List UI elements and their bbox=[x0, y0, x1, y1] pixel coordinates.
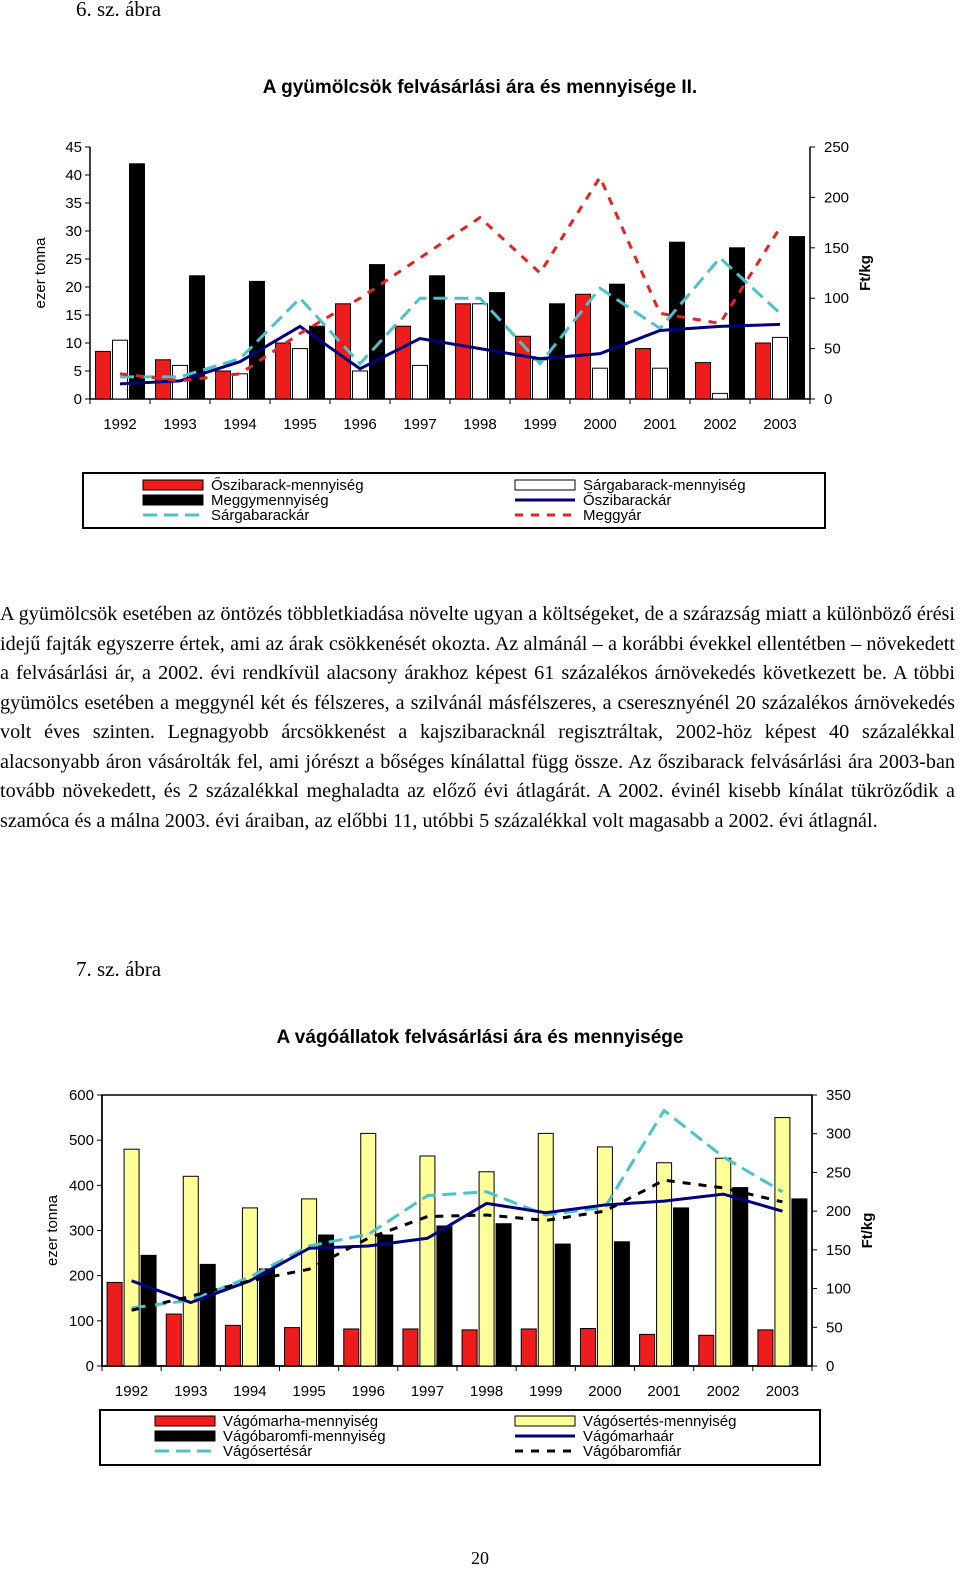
chart2-legend-label: Vágósertés-mennyiség bbox=[583, 1413, 737, 1430]
chart2-legend-swatch bbox=[155, 1431, 215, 1441]
chart1-xtick-label: 1995 bbox=[283, 416, 317, 433]
chart2-bar-3 bbox=[674, 1208, 689, 1366]
chart2-bar-1 bbox=[107, 1282, 122, 1366]
chart1-legend-label: Őszibarackár bbox=[583, 492, 672, 509]
chart1-legend-label: Sárgabarack-mennyiség bbox=[583, 477, 746, 494]
chart2-y2tick-label: 0 bbox=[826, 1358, 835, 1375]
chart2-bar-3 bbox=[200, 1264, 215, 1366]
chart2-bar-2 bbox=[420, 1156, 435, 1366]
chart2-bar-1 bbox=[225, 1325, 240, 1366]
chart2-bar-2 bbox=[242, 1208, 257, 1366]
chart1-y2tick-label: 200 bbox=[824, 189, 850, 207]
chart1-ytick-label: 35 bbox=[65, 195, 82, 212]
chart2-bar-2 bbox=[597, 1147, 612, 1366]
chart2-ytick-label: 100 bbox=[68, 1312, 94, 1330]
chart2-bar-3 bbox=[555, 1244, 570, 1366]
chart1-y2tick-label: 100 bbox=[824, 290, 850, 308]
chart2-xtick-label: 1997 bbox=[410, 1383, 445, 1400]
chart1-ytick-label: 20 bbox=[65, 279, 82, 296]
chart2-bar-3 bbox=[259, 1269, 274, 1366]
chart2-legend-label: Vágóbaromfiár bbox=[583, 1443, 682, 1460]
chart1-ytick-label: 5 bbox=[73, 363, 82, 380]
chart2-xtick-label: 2000 bbox=[588, 1383, 622, 1400]
chart2-xtick-label: 2001 bbox=[647, 1383, 681, 1400]
chart1-xtick-label: 2002 bbox=[703, 416, 737, 433]
chart1-title: A gyümölcsök felvásárlási ára és mennyisége II. bbox=[262, 77, 698, 98]
chart1-y2tick-label: 50 bbox=[824, 340, 841, 358]
chart1-ytick-label: 30 bbox=[65, 223, 82, 240]
chart1-ylabel: ezer tonna bbox=[32, 237, 49, 309]
chart1-xtick-label: 1998 bbox=[463, 416, 497, 433]
chart2-bar-1 bbox=[403, 1329, 418, 1366]
chart2-bar-1 bbox=[344, 1329, 359, 1366]
chart2-bar-2 bbox=[479, 1172, 494, 1366]
chart1-xtick-label: 1996 bbox=[343, 416, 377, 433]
chart2-xtick-label: 1994 bbox=[233, 1383, 267, 1400]
chart2-legend-swatch bbox=[155, 1416, 215, 1426]
chart2-bar-2 bbox=[775, 1118, 790, 1366]
chart1-y2tick-label: 150 bbox=[824, 239, 850, 257]
chart2-bar-3 bbox=[733, 1188, 748, 1366]
chart2-xtick-label: 1999 bbox=[529, 1383, 563, 1400]
chart2-bar-3 bbox=[319, 1235, 334, 1366]
chart2-bar-1 bbox=[580, 1329, 595, 1366]
chart2-y2tick-label: 100 bbox=[826, 1280, 852, 1298]
chart1-xtick-label: 2000 bbox=[583, 416, 617, 433]
chart1-xtick-label: 2003 bbox=[763, 416, 797, 433]
chart2-legend-label: Vágómarha-mennyiség bbox=[223, 1413, 379, 1430]
chart2-bar-3 bbox=[378, 1235, 393, 1366]
chart2-bar-2 bbox=[657, 1163, 672, 1366]
chart2-bar-2 bbox=[538, 1133, 553, 1366]
chart1-xtick-label: 1994 bbox=[223, 416, 257, 433]
chart1-y2tick-label: 250 bbox=[824, 139, 850, 156]
chart2-bar-3 bbox=[496, 1224, 511, 1366]
chart2-bar-2 bbox=[361, 1133, 376, 1366]
chart2-bar-3 bbox=[141, 1255, 156, 1366]
chart1-ytick-label: 15 bbox=[65, 307, 82, 324]
chart2-bar-1 bbox=[699, 1335, 714, 1366]
body-paragraph: A gyümölcsök esetében az öntözés többletkiadása növelte ugyan a költségeket, de a szárazság miatt a különböző érési idejű fajták egyszerre értek, ami az árak csökkenését okozta. Az almánál – a korábbi évekkel ellentétben – növekedett a felvásárlási ár, a 2002. évi rendkívül alacsony árakhoz képest 61 százalékos árnövekedés következett be. A többi gyümölcs esetében a meggynél két és félszeres, a szilvánál másfélszeres, a cseresznyénél 20 százalékos árnövekedés volt éves szinten. Legnagyobb árcsökkenést a kajszibaracknál regisztráltak, 2002-höz képest 40 százalékkal alacsonyabb áron vásárolták fel, ami jórészt a bőséges kínálattal függ össze. Az őszibarack felvásárlási ára 2003-ban tovább növekedett, és 2 százalékkal meghaladta az előző évi átlagárát. A 2002. évinél kisebb kínálat tükröződik a szamóca és a málna 2003. évi áraiban, az előbbi 11, utóbbi 5 százalékkal volt magasabb a 2002. évi átlagnál. bbox=[0, 603, 955, 832]
chart2-bar-1 bbox=[166, 1314, 181, 1366]
chart2-ytick-label: 600 bbox=[68, 1087, 94, 1104]
chart2-y2tick-label: 200 bbox=[826, 1203, 852, 1221]
chart1-legend-label: Őszibarack-mennyiség bbox=[211, 477, 364, 494]
chart1-y2label: Ft/kg bbox=[857, 255, 874, 291]
chart1-y2tick-label: 0 bbox=[824, 391, 833, 408]
chart2-bar-2 bbox=[124, 1149, 139, 1366]
chart2-y2label: Ft/kg bbox=[859, 1212, 876, 1249]
chart2-xtick-label: 1998 bbox=[469, 1383, 504, 1400]
chart2-title: A vágóállatok felvásárlási ára és mennyisége bbox=[276, 1027, 684, 1048]
figure1-label: 6. sz. ábra bbox=[76, 0, 162, 21]
chart2-ytick-label: 300 bbox=[68, 1222, 94, 1240]
chart2-bar-1 bbox=[462, 1330, 477, 1366]
chart1-xtick-label: 2001 bbox=[643, 416, 677, 433]
chart2-bar-1 bbox=[640, 1334, 655, 1366]
chart2-ytick-label: 0 bbox=[85, 1358, 94, 1375]
chart2-xtick-label: 1992 bbox=[114, 1383, 149, 1400]
chart1-xtick-label: 1992 bbox=[103, 416, 137, 433]
chart2-xtick-label: 1993 bbox=[174, 1383, 208, 1400]
chart2-y2tick-label: 250 bbox=[826, 1164, 852, 1182]
chart2-bar-2 bbox=[716, 1158, 731, 1366]
chart2-legend-label: Vágóbaromfi-mennyiség bbox=[223, 1428, 386, 1445]
chart1-ytick-label: 45 bbox=[65, 139, 82, 156]
chart2-ytick-label: 400 bbox=[68, 1177, 94, 1195]
chart2-y2tick-label: 350 bbox=[826, 1087, 852, 1104]
page-number: 20 bbox=[471, 1548, 489, 1568]
chart2-y2tick-label: 150 bbox=[826, 1241, 852, 1259]
chart2-bar-3 bbox=[437, 1226, 452, 1366]
chart2-bar-3 bbox=[792, 1199, 807, 1366]
chart2-legend-swatch bbox=[515, 1416, 575, 1426]
chart2-xtick-label: 2003 bbox=[765, 1383, 800, 1400]
chart2-xtick-label: 2002 bbox=[706, 1383, 740, 1400]
chart2-ytick-label: 200 bbox=[68, 1267, 94, 1285]
chart2-bar-1 bbox=[758, 1330, 773, 1366]
chart2-bar-2 bbox=[183, 1176, 198, 1366]
chart1-xtick-label: 1999 bbox=[523, 416, 557, 433]
chart1-ytick-label: 40 bbox=[65, 167, 82, 184]
chart2-legend-label: Vágósertésár bbox=[223, 1443, 313, 1460]
chart1-ytick-label: 10 bbox=[65, 335, 82, 352]
chart2-bar-2 bbox=[302, 1199, 317, 1366]
chart1-ytick-label: 25 bbox=[65, 251, 82, 268]
chart1-legend-label: Sárgabarackár bbox=[211, 507, 310, 524]
chart1-xtick-label: 1993 bbox=[163, 416, 197, 433]
chart2-y2tick-label: 50 bbox=[826, 1319, 843, 1337]
chart2-ylabel: ezer tonna bbox=[44, 1195, 61, 1266]
chart2-xtick-label: 1996 bbox=[351, 1383, 385, 1400]
chart2-legend-label: Vágómarhaár bbox=[583, 1428, 674, 1445]
chart1-xtick-label: 1997 bbox=[403, 416, 437, 433]
chart2-xtick-label: 1995 bbox=[292, 1383, 326, 1400]
chart2-bar-1 bbox=[521, 1329, 536, 1366]
chart1-legend-label: Meggymennyiség bbox=[211, 492, 329, 509]
chart2-ytick-label: 500 bbox=[68, 1132, 94, 1150]
chart1-legend-label: Meggyár bbox=[583, 507, 642, 524]
chart2-y2tick-label: 300 bbox=[826, 1125, 852, 1143]
chart1-ytick-label: 0 bbox=[73, 391, 82, 408]
figure2-label: 7. sz. ábra bbox=[76, 957, 162, 981]
chart2-bar-1 bbox=[285, 1328, 300, 1366]
chart2-bar-3 bbox=[614, 1242, 629, 1366]
